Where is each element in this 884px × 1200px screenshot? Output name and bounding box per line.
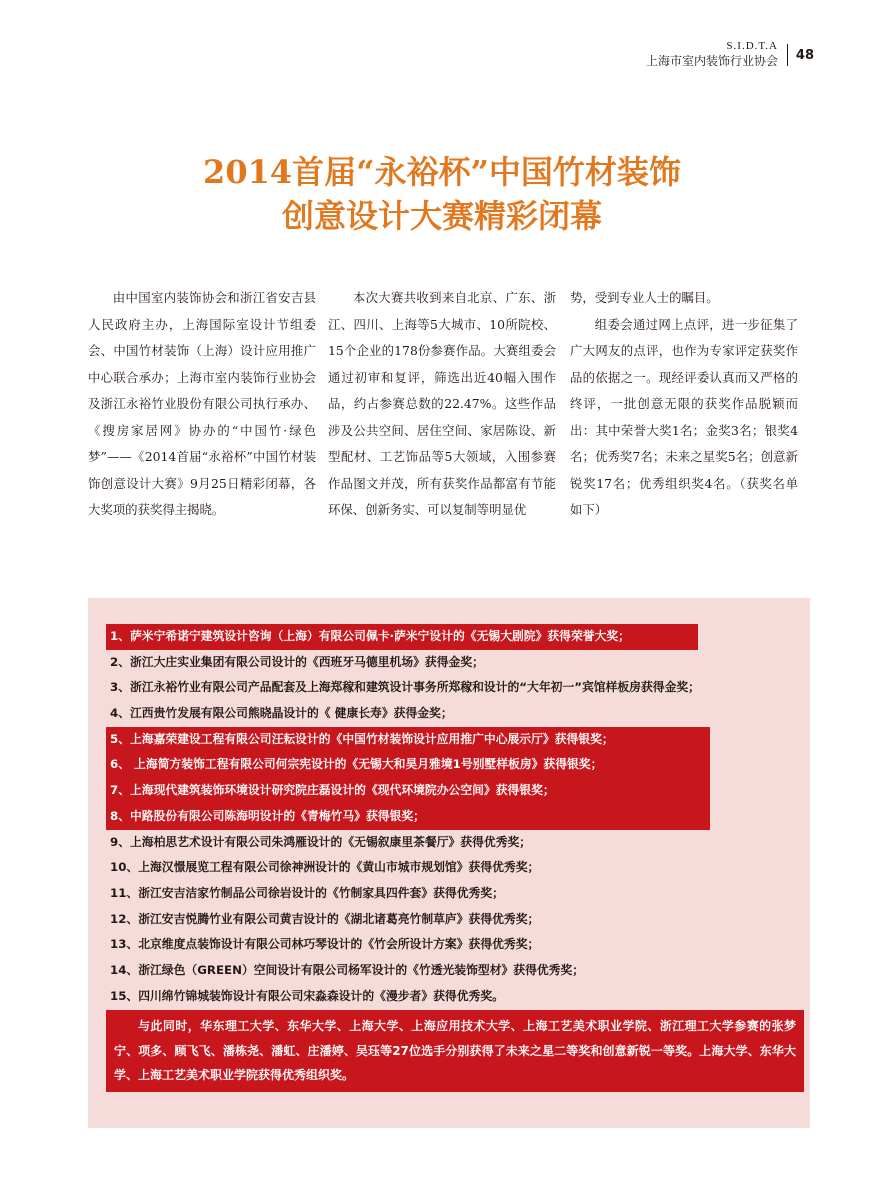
award-item-10: 10、上海汉憬展览工程有限公司徐神洲设计的《黄山市城市规划馆》获得优秀奖； [110,860,540,875]
award-item-9: 9、上海柏思艺术设计有限公司朱鸿雁设计的《无锡叙康里茶餐厅》获得优秀奖； [110,834,532,849]
award-item-6: 6、 上海简方装饰工程有限公司何宗宪设计的《无锡大和昊月雅境1号别墅样板房》获得银奖； [106,752,710,778]
award-item-3: 3、浙江永裕竹业有限公司产品配套及上海郑稼和建筑设计事务所郑稼和设计的“大年初一”宾馆样板房获得金奖； [110,680,700,695]
article-title [0,150,884,238]
summary-box [106,1010,804,1092]
award-item-12: 12、浙江安吉悦腾竹业有限公司黄吉设计的《湖北诸葛亮竹制草庐》获得优秀奖； [110,911,540,926]
org-chinese-name: 上海市室内装饰行业协会 [645,54,778,68]
award-item-2: 2、浙江大庄实业集团有限公司设计的《西班牙马德里机场》获得金奖； [110,654,484,669]
title-line-2: 创意设计大赛精彩闭幕 [281,197,602,235]
header-divider [787,44,788,66]
title-line-1: 2014首届“永裕杯”中国竹材装饰 [203,153,681,191]
award-list [106,624,796,1009]
award-list-panel [88,598,810,1128]
paragraph-continuation: 势，受到专业人士的瞩目。 [570,290,719,305]
page-header [562,40,822,68]
award-item-5: 5、上海嘉荣建设工程有限公司汪耘设计的《中国竹材装饰设计应用推广中心展示厅》获得银奖； [106,727,710,753]
body-column-1 [88,285,316,524]
award-item-15: 15、四川绵竹锦城装饰设计有限公司宋淼森设计的《漫步者》获得优秀奖。 [110,988,504,1003]
paragraph-judging: 组委会通过网上点评，进一步征集了广大网友的点评，也作为专家评定获奖作品的依据之一。现经评委认真而又严格的终评，一批创意无限的获奖作品脱颖而出：其中荣誉大奖1名；金奖3名；银奖4名；优秀奖7名；未来之星奖5名；创意新锐奖17名；优秀组织奖4名。（获奖名单如下） [570,316,798,517]
article-body [88,285,798,555]
award-item-13: 13、北京维度点装饰设计有限公司林巧琴设计的《竹会所设计方案》获得优秀奖； [110,937,540,952]
award-item-11: 11、浙江安吉洁家竹制品公司徐岩设计的《竹制家具四件套》获得优秀奖； [110,885,504,900]
award-item-1: 1、萨米宁希诺宁建筑设计咨询（上海）有限公司佩卡·萨米宁设计的《无锡大剧院》获得荣誉大奖； [106,624,698,650]
award-item-8: 8、中路股份有限公司陈海明设计的《青梅竹马》获得银奖； [106,804,710,830]
award-item-4: 4、江西贵竹发展有限公司熊晓晶设计的《 健康长寿》获得金奖； [110,706,453,721]
org-english-name: S.I.D.T.A [726,40,778,52]
paragraph-entries: 本次大赛共收到来自北京、广东、浙江、四川、上海等5大城市、10所院校、15个企业的178份参赛作品。大赛组委会通过初审和复评，筛选出近40幅入围作品，约占参赛总数的22.47%。这些作品涉及公共空间、居住空间、家居陈设、新型配材、工艺饰品等5大领域，入围参赛作品图文并茂，所有获奖作品都富有节能环保、创新务实、可以复制等明显优 [328,290,556,517]
summary-text: 与此同时，华东理工大学、东华大学、上海大学、上海应用技术大学、上海工艺美术职业学院、浙江理工大学参赛的张梦宁、项多、顾飞飞、潘栋尧、潘虹、庄潘婷、吴珏等27位选手分别获得了未来之星二等奖和创意新锐一等奖。上海大学、东华大学、上海工艺美术职业学院获得优秀组织奖。 [114,1019,796,1082]
paragraph-intro: 由中国室内装饰协会和浙江省安吉县人民政府主办，上海国际室设计节组委会、中国竹材装饰（上海）设计应用推广中心联合承办；上海市室内装饰行业协会及浙江永裕竹业股份有限公司执行承办、《搜房家居网》协办的“中国竹·绿色梦”——《2014首届“永裕杯”中国竹材装饰创意设计大赛》9月25日精彩闭幕，各大奖项的获奖得主揭晓。 [88,290,316,517]
page-number: 48 [795,48,814,63]
award-item-7: 7、上海现代建筑装饰环境设计研究院庄磊设计的《现代环境院办公空间》获得银奖； [106,778,710,804]
body-column-3 [570,285,798,524]
body-column-2 [328,285,556,524]
award-item-14: 14、浙江绿色（GREEN）空间设计有限公司杨军设计的《竹透光装饰型材》获得优秀奖； [110,962,585,977]
